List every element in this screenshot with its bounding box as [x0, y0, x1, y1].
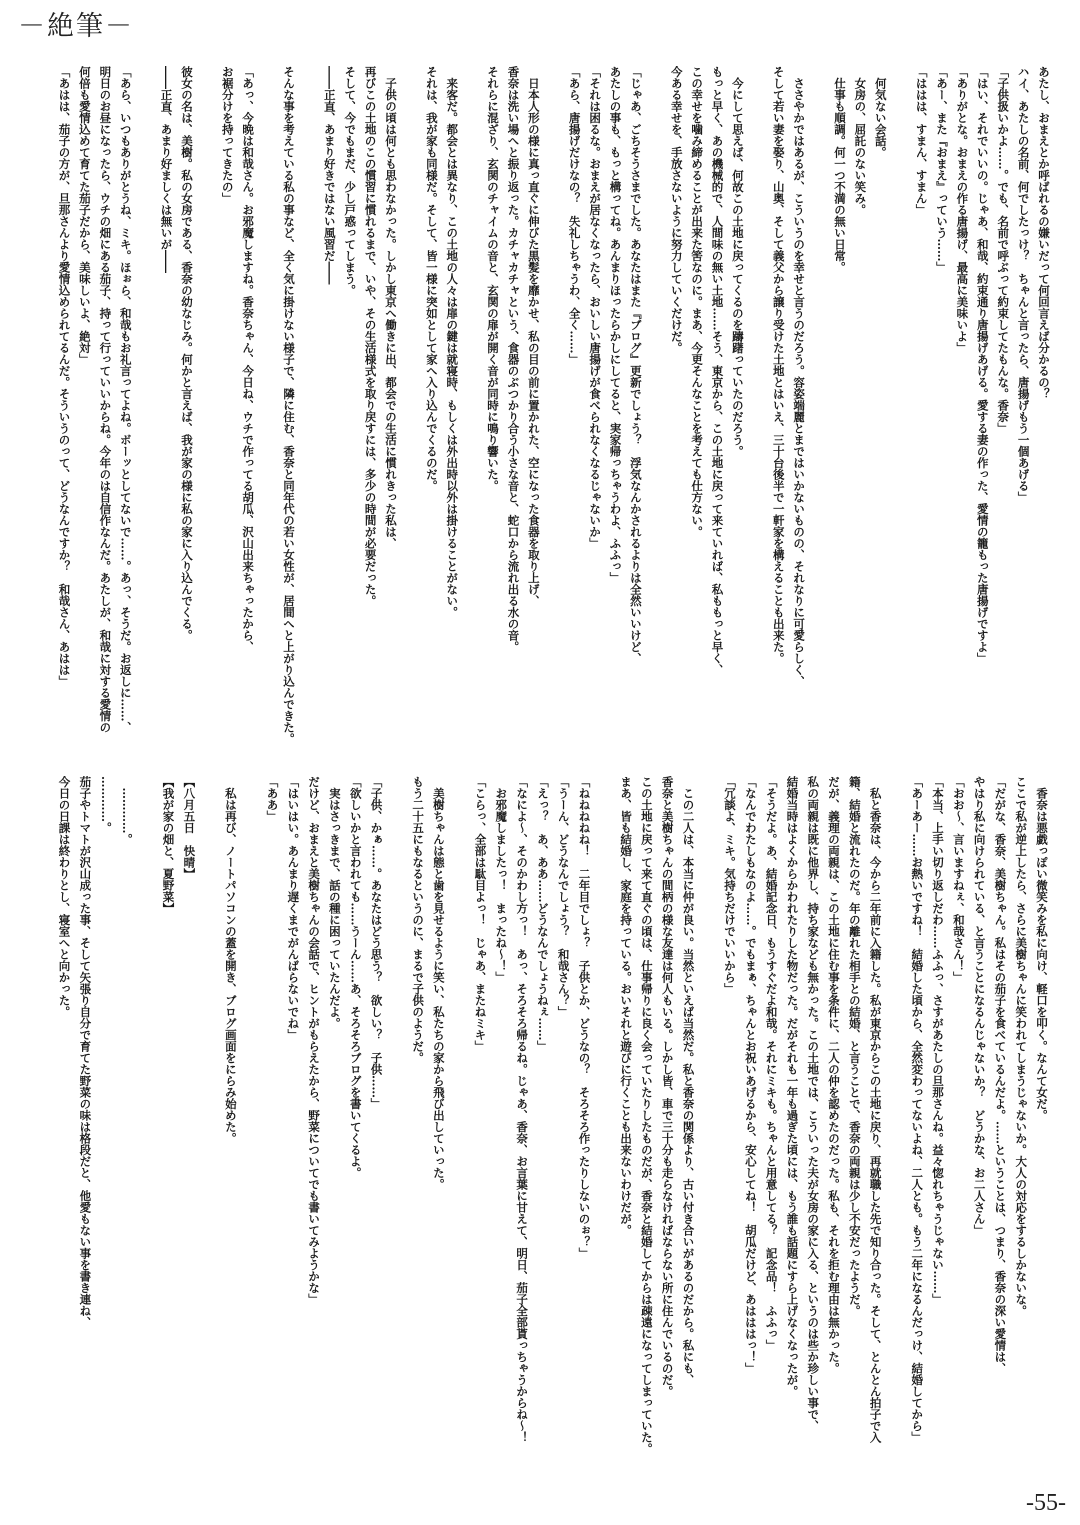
- text-line: そんな事を考えている私の事など、全く気に掛けない様子で、隣に住む、香奈と同年代の若い女性が、居間へと上がり込んできた。: [281, 66, 296, 745]
- text-line: 「子供、かぁ……。あなたはどう思う？ 欲しい？ 子供……」: [369, 776, 384, 1110]
- blank-line: [258, 66, 278, 752]
- text-line: 私の両親は既に他界し、持ち家なども無かった。この土地では、こういった夫が女房の家に入る、というのは些か珍しい事で、: [806, 776, 821, 1432]
- text-line: もう二十五にもなるというのに、まるで子供のようだ。: [411, 776, 426, 1064]
- blank-line: [748, 66, 768, 752]
- text-line: ――正直、あまり好きではない風習だ――: [322, 66, 337, 285]
- text-line: 実はさっきまで、話の種に困っていたんだよ。: [327, 776, 342, 1029]
- text-line: 「それは困るな。おまえが居なくなったら、おいしい唐揚げが食べられなくなるじゃないか」: [588, 66, 603, 549]
- text-line: 子供の頃は何とも思わなかった。しかし東京へ働きに出、都会での生活に慣れきった私は、: [384, 66, 398, 549]
- text-line: そして、今でもまだ、少し戸惑ってしまう。: [343, 66, 358, 296]
- text-line: 私と香奈は、今から二年前に入籍した。私が東京からこの土地に戻り、再就職した先で知り合った。そして、とんとん拍子で入: [868, 776, 883, 1443]
- text-line: 「あはは、茄子の方が、旦那さんより愛情込められてるんだ。そういうのって、どうなんですか？ 和哉さん、あはは」: [57, 66, 72, 687]
- text-line: お裾分けを持ってきたの」: [220, 66, 235, 204]
- text-line: だけど、おまえと美樹ちゃんの会話で、ヒントがもらえたから、野菜についてでも書いてみようかな」: [307, 776, 322, 1305]
- blank-line: [646, 66, 666, 752]
- text-line: やはり私に向けられている、と言うことになるんじゃないか？ どうかな、お二人さん」: [972, 776, 987, 1236]
- text-line: 「あー、また『おまえ』っていう……」: [934, 66, 949, 273]
- text-line: 「じゃあ、ごちそうさまでした。あなたはまた『ブログ』更新でしょう？ 浮気なんかされるよりは全然いいけど、: [628, 66, 643, 664]
- text-line: 「子供扱いかよ……。でも、名前で呼ぶって約束してたもんな。香奈」: [996, 66, 1011, 434]
- blank-line: [241, 776, 262, 1480]
- text-line: 今にして思えば、何故この土地に戻ってくるのを躊躇っていたのだろう。: [730, 66, 745, 457]
- text-line: 女房の、屈託のない笑み。: [853, 66, 868, 216]
- text-line: それは、我が家も同様だ。そして、皆一様に突如として家へ入り込んでくるのだ。: [424, 66, 439, 492]
- text-line: まあ、皆も結婚し、家庭を持っている。おいそれと遊びに行くことも出来ないわけだが。: [619, 776, 634, 1236]
- text-line: ここで私が逆上したら、さらに美樹ちゃんに笑われてしまうじゃないか。大人の対応をするしかないな。: [1014, 776, 1029, 1317]
- blank-line: [698, 776, 719, 1480]
- text-line: 私は再び、ノートパソコンの蓋を開き、ブログ画面をにらみ始めた。: [223, 776, 238, 1144]
- text-line: だが、義理の両親は、この土地に住む事を条件に、二人の仲を認めたのだった。私も、それを拒む理由は無かった。: [827, 776, 842, 1374]
- text-line: 今ある幸せを、手放さないように努力していくだけだ。: [669, 66, 684, 354]
- blank-line: [594, 776, 615, 1480]
- text-line: 「こらっ、全部は駄目よっ！ じゃあ、またねミキ」: [473, 776, 488, 1052]
- text-line: お邪魔しましたっ！ まったね～！」: [494, 776, 509, 983]
- text-line: 【我が家の畑と、夏野菜】: [161, 776, 176, 914]
- blank-line: [137, 776, 158, 1480]
- text-line: 香奈は悪戯っぽい微笑みを私に向け、軽口を叩く。なんて女だ。: [1035, 776, 1049, 1121]
- text-line: 再びこの土地のこの慣習に慣れるまで、いや、その生活様式を取り戻すには、多少の時間が必要だった。: [363, 66, 378, 607]
- blank-line: [462, 66, 482, 752]
- text-line: 「なによ～、そのかわし方っ！ あっ、そろそろ帰るね。じゃあ、香奈、お言葉に甘えて、明日、茄子全部貰っちゃうからね～！: [515, 776, 530, 1443]
- text-line: 「あーあー……お熱いですね！ 結婚した頃から、全然変わってないよね、二人とも。もう二年になるんだっけ、結婚してから」: [910, 776, 925, 1443]
- blank-line: [199, 776, 220, 1480]
- text-line: 「ははは、すまん、すまん」: [914, 66, 929, 216]
- text-line: 来客だ。都会とは異なり、この土地の人々は扉の鍵は就寝時、もしくは外出時以外は掛けることがない。: [445, 66, 460, 618]
- text-line: あたしの事も、もっと構ってね。あんまりほったらかしにしてると、実家帰っちゃうわよ、ふふっ」: [608, 66, 623, 584]
- text-line: …………。: [99, 776, 114, 834]
- text-line: 「ああ」: [265, 776, 280, 822]
- blank-line: [544, 66, 564, 752]
- text-line: 「そうだよ。あ、結婚記念日、もうすぐだよ和哉。それにミキも。ちゃんと用意してる？ 記念品！ ふふっ」: [764, 776, 779, 1351]
- text-line: 「あっ、今晩は和哉さん。お邪魔しますね。香奈ちゃん、今日ね、ウチで作ってる胡瓜、沢山出来ちゃったから、: [241, 66, 256, 653]
- text-line: 「だがな、香奈、美樹ちゃん。私はその茄子を食べているんだよ。……ということは、つまり、香奈の深い愛情は、: [993, 776, 1008, 1374]
- blank-line: [449, 776, 470, 1480]
- text-line: 「うーん、どうなんでしょう？ 和哉さん？」: [556, 776, 571, 1018]
- text-line: 「あら、いつもありがとうね、ミキ。ほぉら、和哉もお礼言ってよね。ボーッとしてないで……。あっ、そうだ。お返しに……、: [118, 66, 133, 733]
- text-line: この二人は、本当に仲が良い。当然といえば当然だ。私と香奈の関係より、古い付き合いがあるのだから。私にも、: [681, 776, 696, 1386]
- text-line: 「おお～、言いますねぇ、和哉さん！」: [951, 776, 966, 983]
- text-line: それらに混ざり、玄関のチャイムの音と、玄関の扉が開く音が同時に鳴り響いた。: [486, 66, 501, 492]
- text-line: 結婚当時はよくからかわれたりした物だった。だがそれも一年も過ぎた頃には、もう誰も話題にすら上げなくなったが。: [785, 776, 800, 1397]
- text-line: 明日のお昼になったら、ウチの畑にある茄子、持って行っていいからね。今年のは自信作なんだ。あたしが、和哉に対する愛情の: [98, 66, 113, 733]
- page-number: -55-: [1026, 1490, 1066, 1516]
- text-line: 日本人形の様に真っ直ぐに伸びた黒髪を靡かせ、私の目の前に置かれた、空になった食器を取り上げ、: [526, 66, 541, 607]
- blank-line: [886, 776, 907, 1480]
- text-line: ハイ、あたしの名前、何でしたっけ？ ちゃんと言ったら、唐揚げもう一個あげる」: [1016, 66, 1031, 503]
- text-line: 今日の日課は終わりとし、寝室へと向かった。: [57, 776, 72, 1018]
- text-line: ――正直、あまり好ましくは無いが――: [159, 66, 174, 273]
- text-line: 【八月五日 快晴】: [182, 776, 197, 880]
- text-line: 「あら、唐揚げだけなの？ 失礼しちゃうわ、全く……」: [567, 66, 582, 365]
- text-line: もっと早く、あの機械的で、人間味の無い土地……そう、東京から、この土地に戻って来ていれば、私ももっと早く、: [710, 66, 725, 676]
- text-line: 「はいはい。あんまり遅くまでがんばらないでね」: [286, 776, 301, 1041]
- blank-line: [387, 776, 408, 1480]
- text-line: 茄子やトマトが沢山成った事、そして矢張り自分で育てた野菜の味は格段だと、他愛もない事を書き連ね、: [78, 776, 93, 1328]
- text-line: 籍、結婚と流れたのだ。年の離れた相手との結婚、と言うことで、香奈の両親は少し不安だったようだ。: [847, 776, 862, 1317]
- text-line: この幸せを噛み締めることが出来た筈なのに。まあ、今更そんなことを考えても仕方ない。: [690, 66, 705, 538]
- text-line: この土地に戻って来て直ぐの頃は、仕事帰りに良く会っていたりしたものだが、香奈と結婚してからは疎遠になってしまっていた。: [639, 776, 654, 1455]
- text-block-bottom: [54, 776, 1052, 1480]
- text-line: 「本当、上手い切り返しだわ……ふふっ、さすがあたしの旦那さんね。益々惚れちゃうじゃない……」: [931, 776, 946, 1305]
- text-line: ささやかではあるが、こういうのを幸せと言うのだろう。容姿端麗とまではいかないものの、それなりに可愛らしく、: [792, 66, 807, 687]
- text-line: 「ありがとな。おまえの作る唐揚げ、最高に美味いよ」: [955, 66, 970, 354]
- text-line: 「欲しいかと言われても……うーん……あ、そろそろブログを書いてくるよ。: [348, 776, 363, 1179]
- text-line: そして若い妻を娶り、山奥、そして義父から譲り受けた土地とはいえ、三十台後半で一軒家を構えることも出来た。: [771, 66, 786, 664]
- text-line: 香奈は洗い場へと振り返った。カチャカチャという、食器のぶつかり合う小さな音と、蛇口から流れ出る水の音。: [506, 66, 521, 653]
- blank-line: [809, 66, 829, 752]
- text-line: あたし、おまえとか呼ばれるの嫌いだって何回言えば分かるの？: [1037, 66, 1051, 400]
- text-line: 「冗談よ、ミキ。気持ちだけでいいから」: [723, 776, 738, 995]
- blank-line: [136, 66, 156, 752]
- text-line: …………。: [119, 776, 134, 845]
- section-title: －絶筆－: [18, 11, 134, 42]
- text-line: 美樹ちゃんは態と歯を見せるように笑い、私たちの家から飛び出していった。: [431, 776, 446, 1190]
- text-line: 何気ない会話。: [873, 66, 888, 158]
- text-line: 「えっ？ あ、ああ……どうなんでしょうねぇ……」: [535, 776, 550, 1052]
- blank-line: [197, 66, 217, 752]
- text-line: 「ねねねねね！ 二年目でしょ？ 子供とか、どうなの？ そろそろ作ったりしないのぉ？」: [577, 776, 592, 1259]
- text-line: 彼女の名は、美樹。私の女房である、香奈の幼なじみ。何かと言えば、我が家の様に私の家に入り込んでくる。: [179, 66, 194, 641]
- blank-line: [891, 66, 911, 752]
- text-line: 「なんでわたしもなのよ……。でもまぁ、ちゃんとお祝いあげるから、安心してね！ 胡瓜だけど、あはははっ！」: [743, 776, 758, 1374]
- text-line: 「はい、それでいいの。じゃあ、和哉、約束通り唐揚げあげる。愛する妻の作った、愛情の籠もった唐揚げですよ」: [975, 66, 990, 664]
- text-line: 仕事も順調。何一つ不満の無い日常。: [832, 66, 847, 273]
- text-line: 何倍も愛情込めて育てた茄子だから、美味しいよ、絶対」: [77, 66, 92, 365]
- text-block-top: [54, 66, 1054, 752]
- blank-line: [401, 66, 421, 752]
- text-line: 香奈と美樹ちゃんの間柄の様な友達は何人もいる。しかし皆、車で三十分も走らなければならない所に住んでいるのだ。: [660, 776, 675, 1397]
- blank-line: [299, 66, 319, 752]
